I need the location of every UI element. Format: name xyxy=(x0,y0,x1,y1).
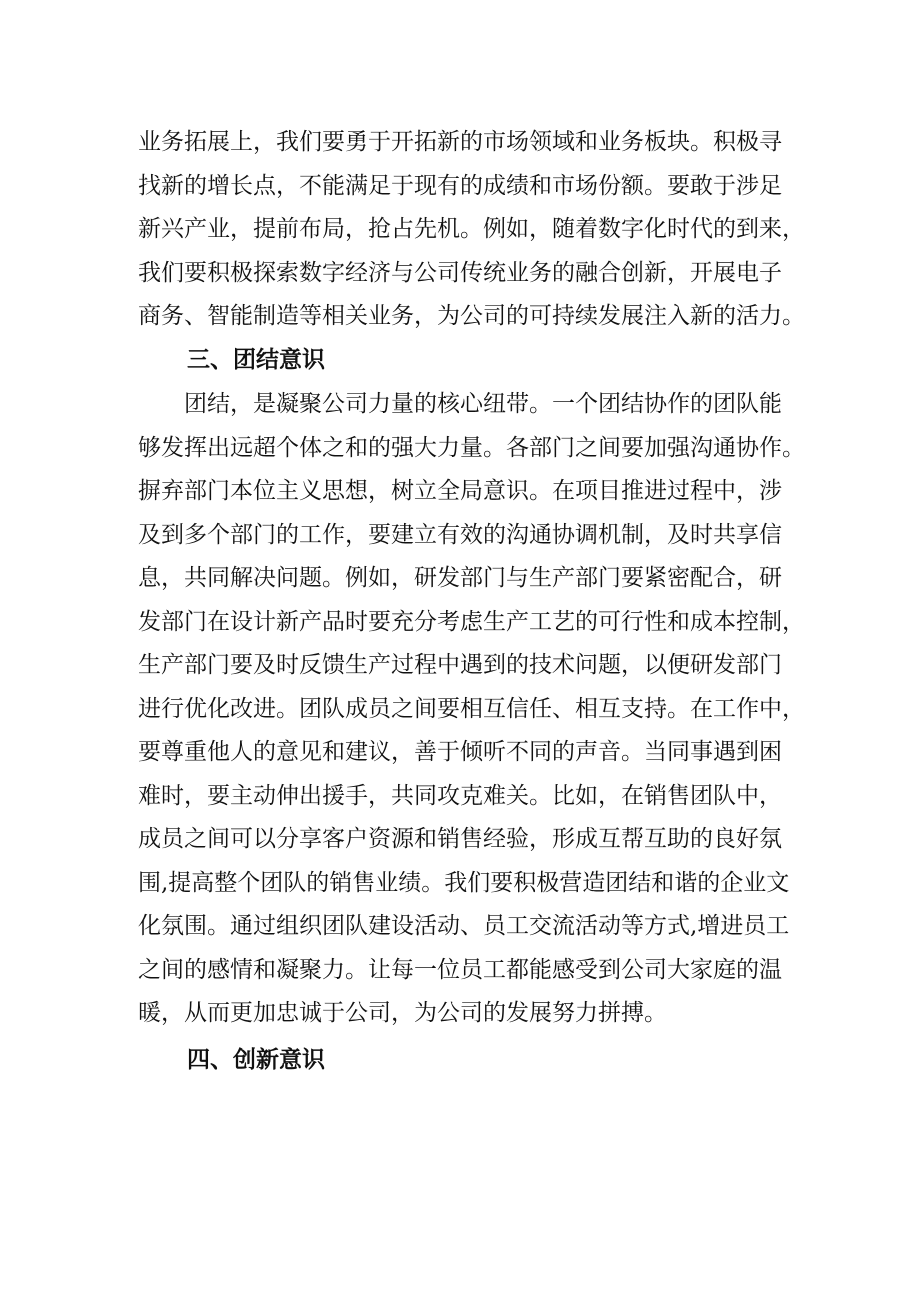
paragraph-line: 新兴产业，提前布局，抢占先机。例如，随着数字化时代的到来， xyxy=(138,216,805,242)
paragraph-line: 商务、智能制造等相关业务，为公司的可持续发展注入新的活力。 xyxy=(138,303,805,329)
paragraph-line: 暖，从而更加忠诚于公司，为公司的发展努力拼搏。 xyxy=(138,1000,667,1026)
paragraph-line: 生产部门要及时反馈生产过程中遇到的技术问题，以便研发部门 xyxy=(138,652,782,678)
paragraph-line: 成员之间可以分享客户资源和销售经验，形成互帮互助的良好氛 xyxy=(138,826,782,852)
paragraph-line: 化氛围。通过组织团队建设活动、员工交流活动等方式,增进员工 xyxy=(138,913,790,939)
paragraph-line: 团结，是凝聚公司力量的核心纽带。一个团结协作的团队能 xyxy=(184,391,782,417)
paragraph-line: 业务拓展上，我们要勇于开拓新的市场领域和业务板块。积极寻 xyxy=(138,129,782,155)
paragraph-line: 摒弃部门本位主义思想，树立全局意识。在项目推进过程中，涉 xyxy=(138,478,782,504)
paragraph-line: 发部门在设计新产品时要充分考虑生产工艺的可行性和成本控制， xyxy=(138,609,805,635)
paragraph-line: 难时，要主动伸出援手，共同攻克难关。比如，在销售团队中， xyxy=(138,783,782,809)
paragraph-line: 及到多个部门的工作，要建立有效的沟通协调机制，及时共享信 xyxy=(138,522,782,548)
paragraph-line: 要尊重他人的意见和建议，善于倾听不同的声音。当同事遇到困 xyxy=(138,739,782,765)
section-heading-innovation: 四、创新意识 xyxy=(187,1047,325,1073)
paragraph-line: 我们要积极探索数字经济与公司传统业务的融合创新，开展电子 xyxy=(138,260,782,286)
paragraph-line: 息，共同解决问题。例如，研发部门与生产部门要紧密配合，研 xyxy=(138,565,782,591)
section-heading-unity: 三、团结意识 xyxy=(187,347,325,373)
paragraph-line: 之间的感情和凝聚力。让每一位员工都能感受到公司大家庭的温 xyxy=(138,957,782,983)
paragraph-line: 围,提高整个团队的销售业绩。我们要积极营造团结和谐的企业文 xyxy=(138,870,790,896)
paragraph-line: 找新的增长点，不能满足于现有的成绩和市场份额。要敢于涉足 xyxy=(138,173,782,199)
paragraph-line: 进行优化改进。团队成员之间要相互信任、相互支持。在工作中， xyxy=(138,696,805,722)
paragraph-line: 够发挥出远超个体之和的强大力量。各部门之间要加强沟通协作。 xyxy=(138,435,805,461)
